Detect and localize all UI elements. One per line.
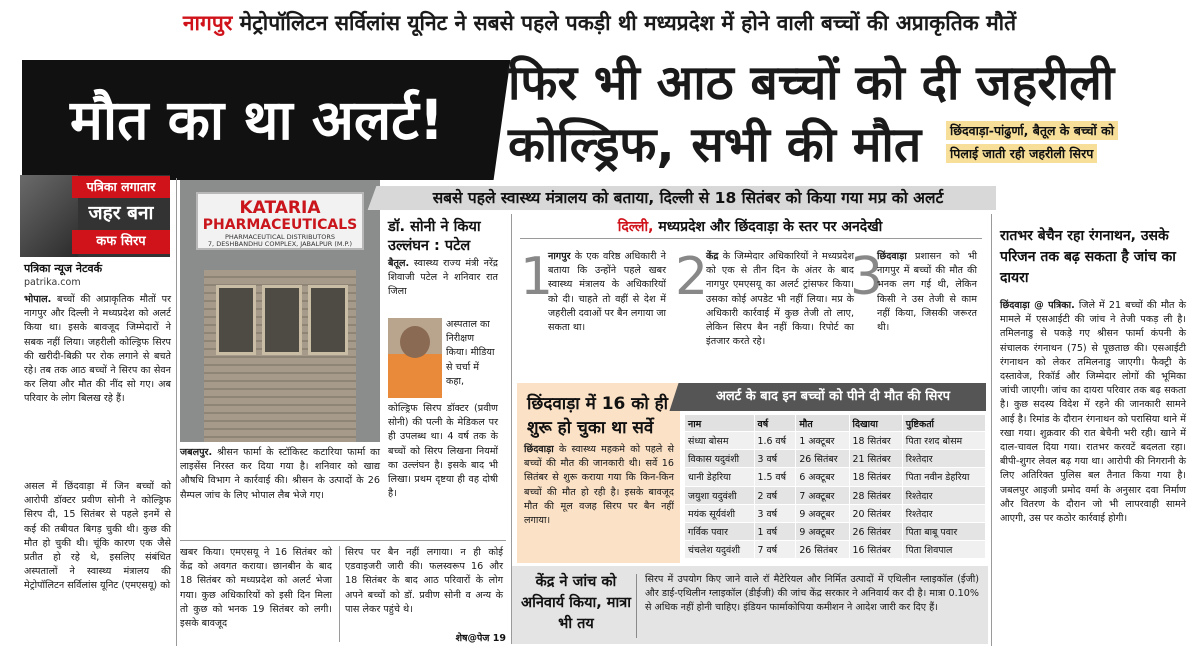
continued-on-page: शेष@पेज 19 — [455, 633, 506, 644]
table-cell: पिता नवीन डेहरिया — [902, 468, 985, 486]
series-badge-photo — [20, 175, 78, 257]
neglect-item-2-lead: केंद्र — [706, 251, 719, 262]
neglect-item-3-text: प्रशासन को भी नागपुर में बच्चों की मौत की भनक लग गई थी, लेकिन किसी ने उस तेजी से काम नहीं किया, जिसकी जरूरत थी। — [877, 251, 977, 334]
soni-story-body-3: कोल्ड्रिफ सिरप डॉक्टर (प्रवीण सोनी) की पत्नी के मेडिकल पर ही उपलब्ध था। 4 वर्ष तक के बच्चों को सिरप लिखना नियमों का उल्लंघन है। इसके बाद भी लिखा। प्रथम दृष्टया ही वह दोषी है। — [388, 403, 498, 500]
table-title: अलर्ट के बाद इन बच्चों को पीने दी मौत की सिरप — [715, 389, 951, 404]
neglect-item-3-lead: छिंदवाड़ा — [877, 251, 907, 262]
series-badge-label-3: कफ सिरप — [72, 230, 170, 254]
continued-text-1: खबर किया। एमएसयू ने 16 सितंबर को केंद्र को अवगत कराया। छानबीन के बाद 18 सितंबर को मध्यप्रदेश को अलर्ट भेजा गया। कुछ अधिकारियों को इसी दिन मिला तो कुछ को भनक 19 सितंबर को लगी। इसके बावजूद — [180, 547, 332, 630]
table-cell: 16 सितंबर — [849, 541, 902, 559]
neglect-number-3: 3 — [850, 247, 884, 307]
table-header: मौत — [796, 415, 849, 432]
ranganathan-story-text: जिले में 21 बच्चों की मौत के मामले में एसआईटी की जांच ने तेजी पकड़ ली है। तमिलनाडु से पकड़े गए श्रीसन फार्मा कंपनी के संचालक रंगनाथन (75) से पूछताछ की। एसआईटी रंगनाथन को लेकर तमिलनाडु जाएगी। फैक्ट्री के दस्तावेज, रिकॉर्ड और जिम्मेदार लोगों की भूमिका जांची जाएगी। जांच का दायरा परिवार तक बढ़ सकता है। कुछ सदस्य विदेश में रहने की जानकारी सामने आई है। रिमांड के दौरान रंगनाथन को परासिया थाने में रखा गया। शुक्रवार की रात बेचैनी भरी रही। खाने में दाल-चावल दिया गया। रातभर करवटें बदलता रहा। बीपी-शुगर लेवल बढ़ गया था। आरोपी की निगरानी के लिए अतिरिक्त पुलिस बल तैनात किया गया है। जबलपुर आइजी प्रमोद वर्मा के अनुसार दवा निर्माण और वितरण के दौरान जो भी लापरवाही सामने आएगी, उस पर कठोर कार्रवाई होगी। — [1000, 300, 1186, 525]
column-rule — [176, 178, 177, 646]
continued-text-2: सिरप पर बैन नहीं लगाया। न ही कोई एडवाइजरी जारी की। फलस्वरूप 16 और 18 सितंबर के बाद आठ परिवारों के लोग अपने बच्चों को डॉ. प्रवीण सोनी व अन्य के पास लेकर पहुंचे थे। — [345, 547, 503, 615]
table-row — [685, 522, 986, 540]
kicker-text: मेट्रोपॉलिटन सर्विलांस यूनिट ने सबसे पहले पकड़ी थी मध्यप्रदेश में होने वाली बच्चों की अप्राकृतिक मौतें — [239, 11, 1017, 35]
table-cell: पिता रशद बोसम — [902, 432, 985, 450]
soni-story-body-1 — [388, 257, 498, 300]
table-cell: 3 वर्ष — [754, 450, 796, 468]
table-cell: 2 वर्ष — [754, 486, 796, 504]
mandate-box-title: केंद्र ने जांच को अनिवार्य किया, मात्रा भी तय — [521, 574, 631, 632]
shop-window — [216, 285, 256, 355]
table-cell: 9 अक्टूबर — [796, 504, 849, 522]
table-cell: 1 वर्ष — [754, 522, 796, 540]
table-cell: विकास यदुवंशी — [685, 450, 755, 468]
table-row — [685, 486, 986, 504]
table-cell: 3 वर्ष — [754, 504, 796, 522]
table-header: दिखाया — [849, 415, 902, 432]
neglect-number-1: 1 — [520, 247, 554, 307]
neglect-heading-rest: मध्यप्रदेश और छिंदवाड़ा के स्तर पर अनदेखी — [658, 219, 883, 235]
table-cell: मयंक सूर्यवंशी — [685, 504, 755, 522]
series-badge-label-2: जहर बना — [88, 202, 154, 224]
table-cell: रिश्तेदार — [902, 486, 985, 504]
ranganathan-dateline: छिंदवाड़ा @ पत्रिका. — [1000, 300, 1075, 311]
shop-photo-caption — [180, 446, 380, 503]
table-row — [685, 504, 986, 522]
table-cell: पिता शिवपाल — [902, 541, 985, 559]
shop-photo — [180, 180, 380, 442]
table-cell: चंचलेश यदुवंशी — [685, 541, 755, 559]
table-cell: 18 सितंबर — [849, 432, 902, 450]
table-header-row — [685, 415, 986, 432]
table-row — [685, 450, 986, 468]
caption-text: श्रीसन फार्मा के स्टॉकिस्ट कटारिया फार्मा का लाइसेंस निरस्त कर दिया गया है। शनिवार को खाद्य औषधि विभाग ने कार्रवाई की। श्रीसन के उत्पादों के 26 सैम्पल जांच के लिए भोपाल लैब भेजे गए। — [180, 447, 380, 501]
table-cell: 26 सितंबर — [796, 450, 849, 468]
table-cell: 1 अक्टूबर — [796, 432, 849, 450]
shop-sign-name: KATARIA — [239, 198, 321, 218]
column-rule — [991, 214, 992, 646]
neglect-item-2 — [706, 250, 854, 349]
headline-tags — [946, 120, 1164, 166]
main-headline: मौत का था अलर्ट! — [22, 60, 492, 180]
survey-box-text: के स्वास्थ्य महकमे को पहले से बच्चों की मौत की जानकारी थी। सर्वे 16 सितंबर से शुरू कराया गया कि किन-किन बच्चों की मौत हो रही है। इसके बावजूद मौत की मूल वजह सिरप पर बैन नहीं लगाया। — [524, 444, 674, 527]
neglect-item-2-text: के जिम्मेदार अधिकारियों ने मध्यप्रदेश को एक से तीन दिन के अंतर के बाद नागपुर एमएसयू का अलर्ट ट्रांसफर किया। उसका कोई अपडेट भी नहीं लिया। मप्र के अधिकारी कार्रवाई में कुछ तेजी तो लाए, लेकिन सिरप बैन नहीं किया। रिपोर्ट का इंतजार करते रहे। — [706, 251, 854, 348]
table-cell: संध्या बोसम — [685, 432, 755, 450]
neglect-item-1-text: के एक वरिष्ठ अधिकारी ने बताया कि उन्होंने पहले खबर स्वास्थ्य मंत्रालय के अधिकारियों को दी। चाहते तो वहीं से देश में जहरीली दवाओं पर बैन लगाया जा सकता था। — [548, 251, 666, 334]
soni-story-text-1: स्वास्थ्य राज्य मंत्री नरेंद्र शिवाजी पटेल ने शनिवार रात जिला — [388, 258, 498, 298]
table-cell: 21 सितंबर — [849, 450, 902, 468]
mandate-box-body: सिरप में उपयोग किए जाने वाले रॉ मैटेरियल और निर्मित उत्पादों में एथिलीन ग्लाइकॉल (ईजी) और डाई-एथिलीन ग्लाइकॉल (डीईजी) की जांच केंद्र सरकार ने अनिवार्य कर दी है। मात्रा 0.10% से अधिक नहीं होनी चाहिए। इंडियन फार्माकोपिया कमीशन ने आदेश जारी कर दिए हैं। — [645, 574, 979, 614]
minister-photo — [388, 318, 442, 398]
shop-window — [262, 285, 302, 355]
table-cell: 18 सितंबर — [849, 468, 902, 486]
survey-box-title: छिंदवाड़ा में 16 को ही शुरू हो चुका था सर्वे — [527, 394, 669, 438]
survey-box-body — [524, 443, 674, 528]
table-cell: जयुशा यदुवंशी — [685, 486, 755, 504]
table-cell: धानी डेहरिया — [685, 468, 755, 486]
secondary-headline-line2: कोल्ड्रिफ, सभी की मौत — [508, 117, 922, 173]
neglect-heading-red: दिल्ली, — [617, 219, 654, 235]
series-badge-label-1: पत्रिका लगातार — [72, 176, 170, 198]
ranganathan-story-body — [1000, 299, 1186, 526]
secondary-headline-line1: फिर भी आठ बच्चों को दी जहरीली — [508, 55, 1115, 111]
neglect-item-1 — [548, 250, 666, 335]
neglect-item-3 — [877, 250, 977, 335]
death-table — [684, 414, 986, 559]
shop-sign-line2: PHARMACEUTICALS — [202, 217, 358, 233]
table-cell: 26 सितंबर — [849, 522, 902, 540]
table-row — [685, 468, 986, 486]
table-cell: 7 वर्ष — [754, 541, 796, 559]
table-header: वर्ष — [754, 415, 796, 432]
section-rule — [180, 540, 506, 541]
lead-dateline: भोपाल. — [24, 294, 52, 305]
kicker-headline — [0, 0, 1199, 46]
byline-site: patrika.com — [24, 277, 81, 288]
shop-window — [308, 285, 348, 355]
table-cell: 28 सितंबर — [849, 486, 902, 504]
soni-story-title: डॉ. सोनी ने किया उल्लंघन : पटेल — [388, 219, 481, 254]
soni-dateline: बैतूल. — [388, 258, 410, 269]
caption-dateline: जबलपुर. — [180, 447, 213, 458]
shop-sign-line4: 7, DESHBANDHU COMPLEX, JABALPUR (M.P.) — [207, 240, 353, 248]
table-header: पुष्टिकर्ता — [902, 415, 985, 432]
subhead-banner-text: सबसे पहले स्वास्थ्य मंत्रालय को बताया, दिल्ली से 18 सितंबर को किया गया मप्र को अलर्ट — [432, 189, 944, 207]
table-cell: गर्विक पवार — [685, 522, 755, 540]
table-cell: पिता बाबू पवार — [902, 522, 985, 540]
table-cell: 6 अक्टूबर — [796, 468, 849, 486]
table-cell: 20 सितंबर — [849, 504, 902, 522]
column-rule — [339, 546, 340, 642]
survey-box-dateline: छिंदवाड़ा — [524, 444, 554, 455]
mandate-box-rule — [636, 574, 637, 638]
table-header: नाम — [685, 415, 755, 432]
headline-tag-2: पिलाई जाती रही जहरीली सिरप — [946, 144, 1097, 163]
kicker-highlight: नागपुर — [182, 11, 233, 35]
table-cell: 9 अक्टूबर — [796, 522, 849, 540]
table-cell: 1.6 वर्ष — [754, 432, 796, 450]
table-cell: 7 अक्टूबर — [796, 486, 849, 504]
lead-story-text-1: बच्चों की अप्राकृतिक मौतों पर नागपुर और दिल्ली ने मध्यप्रदेश को अलर्ट किया था। इसके बावजूद जिम्मेदारों ने सबक नहीं लिया। जहरीली कोल्ड्रिफ सिरप की खरीदी-बिक्री पर रोक लगाने से बचते रहे। तब तक आठ बच्चों ने सिरप का सेवन कर लिया और मौत की नींद सो गए। अब परिवार के लोग बिलख रहे हैं। — [24, 294, 171, 405]
table-cell: रिश्तेदार — [902, 450, 985, 468]
neglect-heading — [515, 216, 985, 238]
table-cell: 1.5 वर्ष — [754, 468, 796, 486]
shop-sign-line3: PHARMACEUTICAL DISTRIBUTORS — [224, 233, 336, 241]
ranganathan-story-title: रातभर बेचैन रहा रंगनाथन, उसके परिजन तक बढ़ सकता है जांच का दायरा — [1000, 228, 1176, 286]
byline-network: पत्रिका न्यूज नेटवर्क — [24, 262, 103, 275]
neglect-number-2: 2 — [675, 247, 709, 307]
table-cell: रिश्तेदार — [902, 504, 985, 522]
neglect-item-1-lead: नागपुर — [548, 251, 571, 262]
lead-story-para-1 — [24, 293, 171, 407]
neglect-rule — [520, 238, 982, 239]
soni-story-body-2: अस्पताल का निरीक्षण किया। मीडिया से चर्चा में कहा, — [446, 319, 495, 387]
lead-story-para-2: असल में छिंदवाड़ा में जिन बच्चों को आरोपी डॉक्टर प्रवीण सोनी ने कोल्ड्रिफ सिरप दी, 15 सितंबर से पहले इनमें से कई की तबीयत बिगड़ चुकी थी। कुछ की मौत हो चुकी थी। चूंकि कारण एक जैसे प्रतीत हो रहे थे, इसलिए संबंधित अस्पतालों ने स्वास्थ्य मंत्रालय की मेट्रोपॉलिटन सर्विलांस यूनिट (एमएसयू) को — [24, 481, 171, 592]
minister-face — [400, 326, 430, 358]
table-row — [685, 541, 986, 559]
table-row — [685, 432, 986, 450]
table-cell: 26 सितंबर — [796, 541, 849, 559]
shop-sign — [196, 192, 364, 250]
headline-tag-1: छिंदवाड़ा-पांढुर्णा, बैतूल के बच्चों को — [946, 121, 1118, 140]
